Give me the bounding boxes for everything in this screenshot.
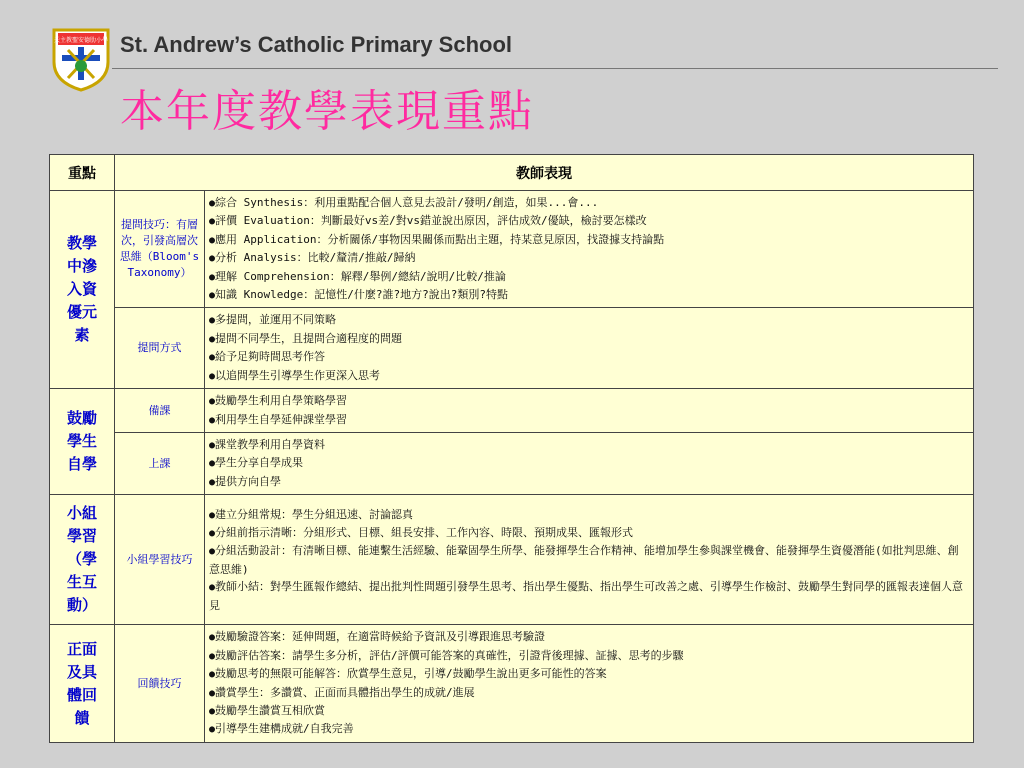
category-line: 及具: [66, 662, 97, 681]
teaching-focus-table: [49, 154, 974, 743]
list-item: ● 學生分享自學成果: [209, 454, 969, 472]
points-cell: [205, 191, 974, 308]
category-line: 鼓勵: [66, 409, 97, 428]
category-line: 教學: [66, 234, 97, 253]
list-item: ● 提問不同學生，且提問合適程度的問題: [209, 330, 969, 348]
category-line: 小組: [66, 504, 97, 523]
header-divider: [112, 68, 998, 69]
list-item: ● 提供方向自學: [209, 473, 969, 491]
sub-category-cell: 提問方式: [115, 308, 205, 389]
list-item: ● 課堂教學利用自學資料: [209, 436, 969, 454]
list-item: ● 鼓勵評估答案：請學生多分析，評估/評價可能答案的真確性，引證背後理據、証據、思考的步驟: [209, 647, 969, 665]
list-item: ● 鼓勵學生讚賞互相欣賞: [209, 702, 969, 720]
category-line: 入資: [66, 280, 97, 299]
category-line: 優元: [66, 303, 97, 322]
school-crest: [50, 22, 112, 92]
list-item: ● 知識 Knowledge：記憶性/什麼?誰?地方?說出?類別?特點: [209, 286, 969, 304]
table-row: [50, 389, 974, 433]
col-header-teacher-performance: 教師表現: [115, 155, 974, 191]
category-cell: [50, 495, 115, 625]
list-item: ● 應用 Application：分析關係/事物因果關係而點出主題，持某意見原因，找證據支持論點: [209, 231, 969, 249]
table-header-row: [50, 155, 974, 191]
points-cell: [205, 495, 974, 625]
list-item: ● 利用學生自學延伸課堂學習: [209, 411, 969, 429]
category-line: （學: [66, 550, 97, 569]
list-item: ● 理解 Comprehension：解釋/舉例/總結/說明/比較/推論: [209, 268, 969, 286]
col-header-focus: 重點: [50, 155, 115, 191]
list-item: ● 分析 Analysis：比較/釐清/推敲/歸納: [209, 249, 969, 267]
category-cell: [50, 389, 115, 495]
list-item: ● 分組前指示清晰：分組形式、目標、組長安排、工作內容、時限、預期成果、匯報形式: [209, 524, 969, 542]
category-cell: [50, 191, 115, 389]
list-item: ● 以追問學生引導學生作更深入思考: [209, 367, 969, 385]
list-item: ● 鼓勵驗證答案：延伸問題，在適當時候給予資訊及引導跟進思考驗證: [209, 628, 969, 646]
list-item: ● 教師小結：對學生匯報作總結、提出批判性問題引發學生思考、指出學生優點、指出學生可改善之處、引導學生作檢討、鼓勵學生對同學的匯報表達個人意見: [209, 578, 969, 614]
list-item: ● 評價 Evaluation：判斷最好vs差/對vs錯並說出原因，評估成效/優缺，檢討要怎樣改: [209, 212, 969, 230]
category-line: 中滲: [66, 257, 97, 276]
category-line: 生互: [66, 573, 97, 592]
list-item: ● 綜合 Synthesis：利用重點配合個人意見去設計/發明/創造，如果...會...: [209, 194, 969, 212]
category-cell: [50, 625, 115, 742]
category-line: 自學: [66, 455, 97, 474]
table-row: [50, 625, 974, 742]
table-row: [50, 433, 974, 495]
category-line: 學生: [66, 432, 97, 451]
points-cell: [205, 389, 974, 433]
list-item: ● 多提問，並運用不同策略: [209, 311, 969, 329]
list-item: ● 鼓勵思考的無限可能解答：欣賞學生意見，引導/鼓勵學生說出更多可能性的答案: [209, 665, 969, 683]
list-item: ● 鼓勵學生利用自學策略學習: [209, 392, 969, 410]
list-item: ● 引導學生建構成就/自我完善: [209, 720, 969, 738]
points-cell: [205, 433, 974, 495]
crest-text: 天主教聖安德肋小學: [53, 37, 109, 44]
list-item: ● 建立分組常規：學生分組迅速、討論認真: [209, 506, 969, 524]
list-item: ● 給予足夠時間思考作答: [209, 348, 969, 366]
sub-category-cell: 上課: [115, 433, 205, 495]
category-line: 學習: [66, 527, 97, 546]
school-name: St. Andrew’s Catholic Primary School: [120, 32, 513, 57]
list-item: ● 分組活動設計：有清晰目標、能連繫生活經驗、能鞏固學生所學、能發揮學生合作精神、能增加學生參與課堂機會、能發揮學生資優潛能(如批判思維、創意思維): [209, 542, 969, 578]
category-line: 素: [74, 326, 90, 345]
sub-category-cell: 備課: [115, 389, 205, 433]
list-item: ● 讚賞學生：多讚賞、正面而具體指出學生的成就/進展: [209, 684, 969, 702]
crest-icon: [50, 22, 112, 92]
table-row: [50, 308, 974, 389]
category-line: 體回: [66, 685, 97, 704]
points-cell: [205, 625, 974, 742]
category-line: 饋: [74, 708, 90, 727]
category-line: 正面: [66, 639, 97, 658]
points-cell: [205, 308, 974, 389]
sub-category-cell: 小組學習技巧: [115, 495, 205, 625]
sub-category-cell: 回饋技巧: [115, 625, 205, 742]
category-line: 動）: [66, 596, 97, 615]
table-row: [50, 495, 974, 625]
sub-category-cell: 提問技巧：有層次，引發高層次思維（Bloom's Taxonomy）: [115, 191, 205, 308]
table-row: [50, 191, 974, 308]
page-title: 本年度教學表現重點: [120, 86, 534, 137]
